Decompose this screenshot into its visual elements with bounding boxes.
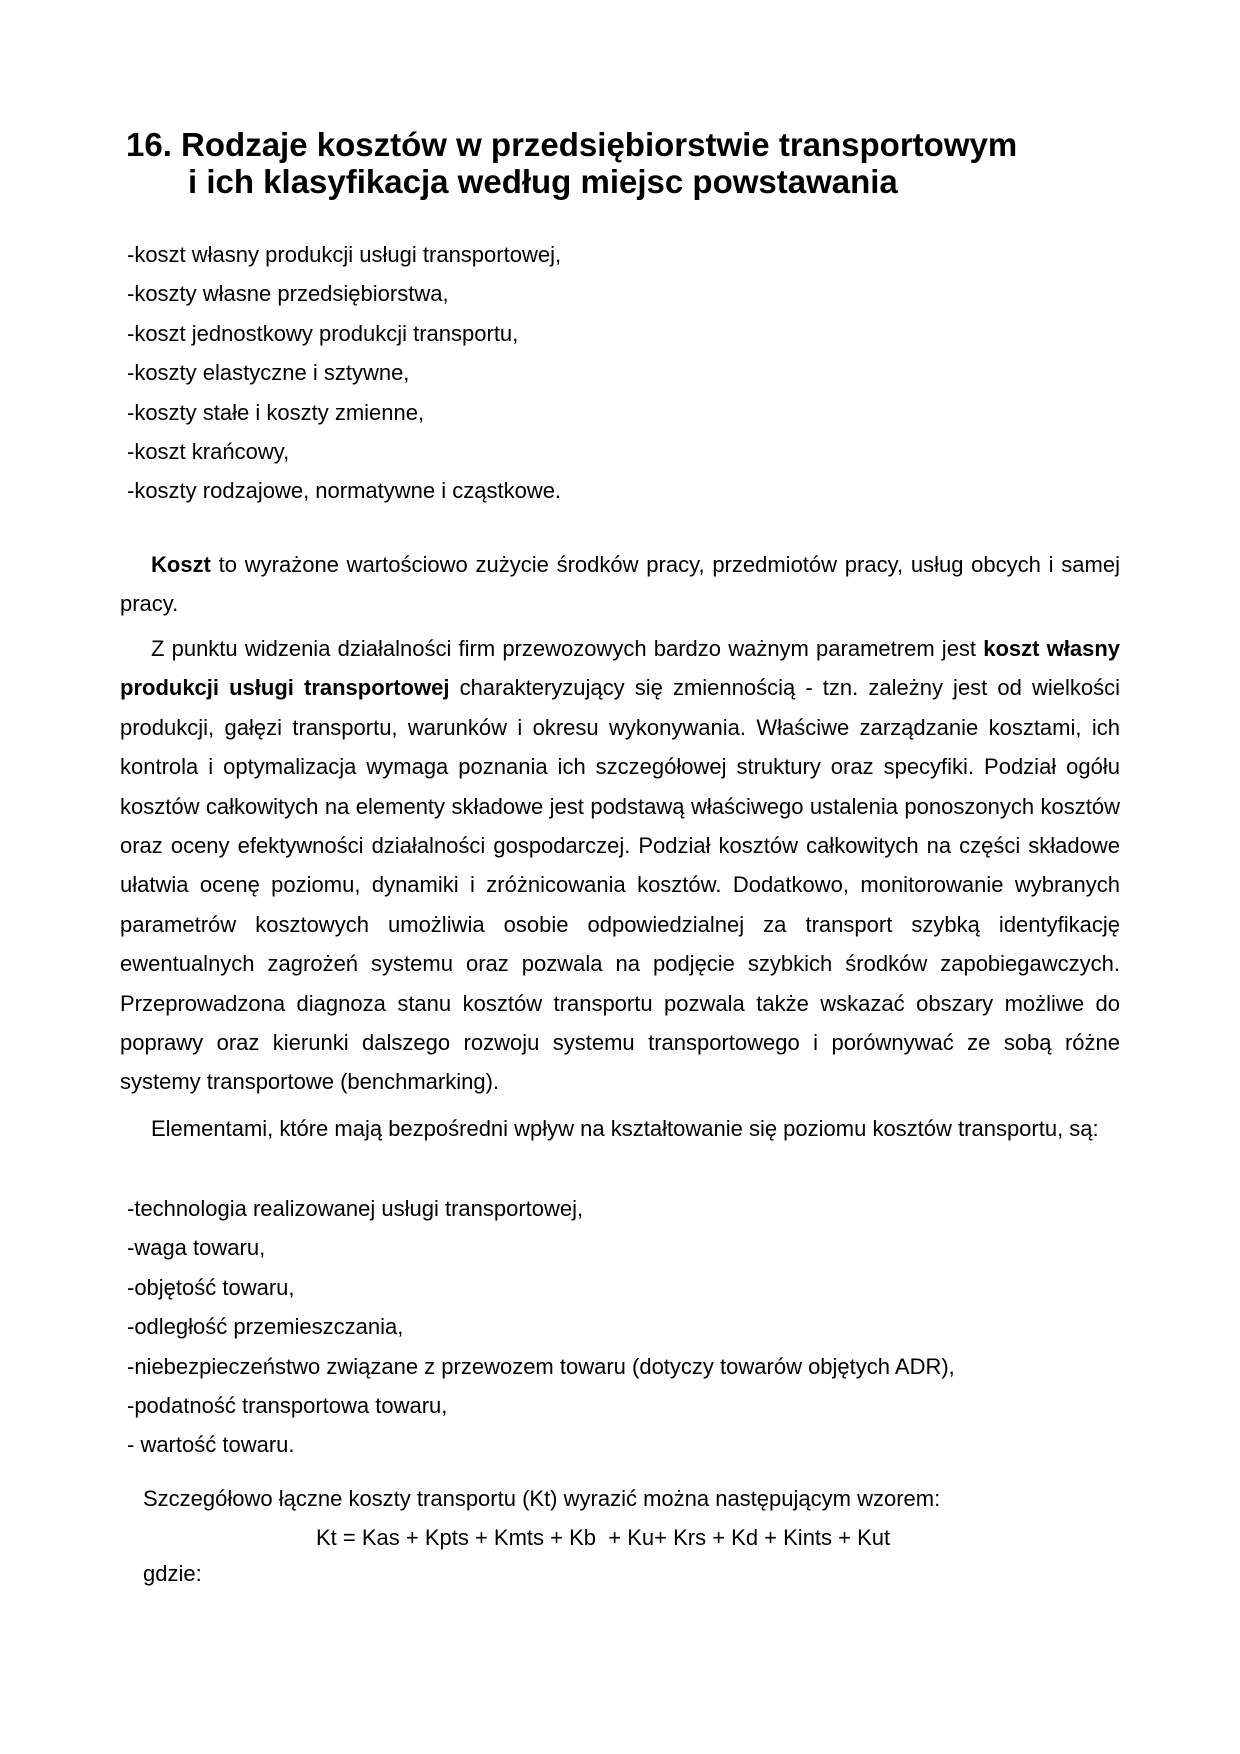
paragraph-text: charakteryzujący się zmiennością - tzn. zależny jest od wielkości produkcji, gałęzi transportu, warunków i okresu wykonywania. Właściwe zarządzanie kosztami, ich kontrola i optymalizacja wymaga poznania ich szczegółowej struktury oraz specyfiki. Podział ogółu kosztów całkowitych na elementy składowe jest podstawą właściwego ustalenia ponoszonych kosztów oraz oceny efektywności działalności gospodarczej. Podział kosztów całkowitych na części składowe ułatwia ocenę poziomu, dynamiki i zróżnicowania kosztów. Dodatkowo, monitorowanie wybranych parametrów kosztowych umożliwia osobie odpowiedzialnej za transport szybką identyfikację ewentualnych zagrożeń systemu oraz pozwala na podjęcie szybkich środków zapobiegawczych. Przeprowadzona diagnoza stanu kosztów transportu pozwala także wskazać obszary możliwe do poprawy oraz kierunki dalszego rozwoju systemu transportowego i porównywać ze sobą różne systemy transportowe (benchmarking). — [120, 675, 1120, 1095]
bold-term: koszt własny produkcji usługi transportowej — [120, 636, 1120, 701]
formula: Kt = Kas + Kpts + Kmts + Kb + Ku+ Krs + Kd + Kints + Kut — [316, 1525, 891, 1550]
paragraph-koszt-definition — [120, 545, 1120, 624]
list-item: -koszt krańcowy, — [127, 439, 290, 465]
elements-list — [127, 1189, 955, 1465]
list-item: -niebezpieczeństwo związane z przewozem towaru (dotyczy towarów objętych ADR), — [127, 1353, 955, 1379]
paragraph-text: Z punktu widzenia działalności firm przewozowych bardzo ważnym parametrem jest — [151, 636, 984, 661]
gdzie-label: gdzie: — [143, 1561, 202, 1586]
list-item: -objętość towaru, — [127, 1274, 295, 1300]
list-item: -koszty stałe i koszty zmienne, — [127, 399, 425, 425]
list-item: -koszty rodzajowe, normatywne i cząstkowe. — [127, 478, 562, 504]
title-line-2: i ich klasyfikacja według miejsc powstawania — [188, 163, 898, 200]
title-line-1: 16. Rodzaje kosztów w przedsiębiorstwie transportowym — [126, 126, 1018, 163]
paragraph-text: to wyrażone wartościowo zużycie środków pracy, przedmiotów pracy, usług obcych i samej pracy. — [120, 552, 1120, 617]
cost-types-list — [127, 235, 561, 511]
list-item: -koszt jednostkowy produkcji transportu, — [127, 320, 519, 346]
formula-intro: Szczegółowo łączne koszty transportu (Kt) wyrazić można następującym wzorem: — [143, 1486, 941, 1511]
list-item: -podatność transportowa towaru, — [127, 1393, 448, 1419]
paragraph-koszt-wlasny — [120, 629, 1120, 1102]
bold-term: Koszt — [151, 552, 211, 577]
list-item: -koszty własne przedsiębiorstwa, — [127, 281, 449, 307]
list-item: - wartość towaru. — [127, 1432, 295, 1458]
list-item: -waga towaru, — [127, 1235, 266, 1261]
list-item: -koszty elastyczne i sztywne, — [127, 360, 410, 386]
list-item: -technologia realizowanej usługi transportowej, — [127, 1196, 584, 1221]
paragraph-elements: Elementami, które mają bezpośredni wpływ na kształtowanie się poziomu kosztów transportu, są: — [151, 1116, 1099, 1141]
list-item: -odległość przemieszczania, — [127, 1314, 404, 1340]
page-title — [126, 126, 1017, 200]
list-item: -koszt własny produkcji usługi transportowej, — [127, 242, 562, 267]
